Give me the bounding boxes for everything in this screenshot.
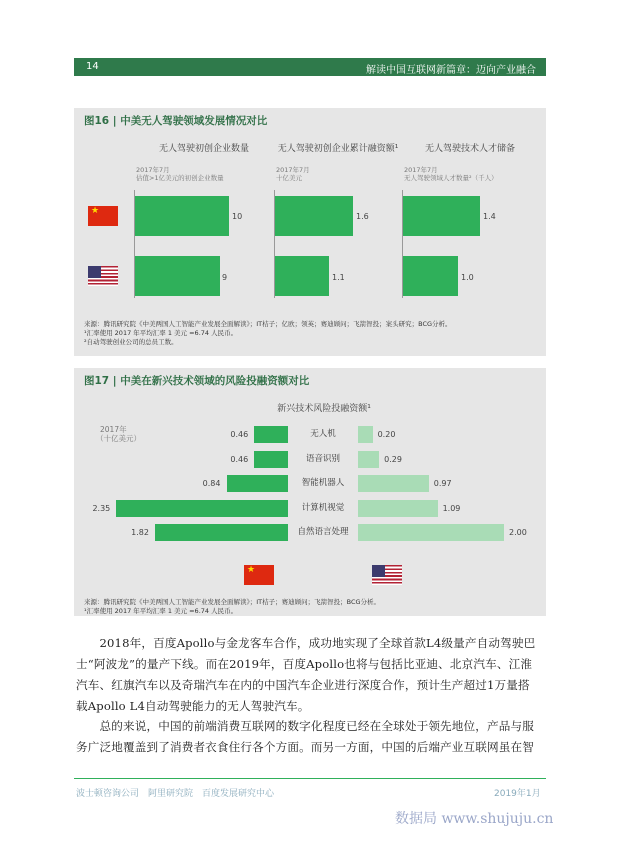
china-flag-icon: ★ — [244, 565, 274, 585]
fig16-col3-china-value: 1.4 — [483, 212, 496, 221]
footer-date: 2019年1月 — [494, 789, 541, 799]
page-header — [74, 58, 546, 76]
fig17-us-value: 0.29 — [384, 454, 402, 464]
body-paragraph-2 — [76, 716, 548, 758]
fig16-footnote-1: ¹汇率使用 2017 年平均汇率 1 美元 =6.74 人民币。 — [84, 329, 238, 337]
fig16-col1-heading: 无人驾驶初创企业数量 — [158, 144, 249, 154]
fig17-us-value: 2.00 — [509, 528, 527, 537]
fig16-col1-us-bar — [135, 256, 220, 296]
footer-organizations: 波士顿咨询公司 阿里研究院 百度发展研究中心 — [76, 789, 275, 799]
fig17-china-value: 0.84 — [202, 479, 221, 488]
text-line: 士“阿波龙”的量产下线。而在2019年，百度Apollo也将与包括比亚迪、北京汽车、江淮 — [76, 657, 533, 671]
fig17-category-label: 智能机器人 — [301, 478, 345, 488]
fig16-col1-note-1: 2017年7月 — [136, 166, 170, 174]
fig17-unit-line-2: （十亿美元） — [96, 434, 141, 443]
fig17-us-bar — [358, 451, 379, 468]
figure-17-title: 图17 | 中美在新兴技术领域的风险投融资额对比 — [84, 375, 310, 387]
fig17-china-value: 2.35 — [92, 503, 111, 513]
fig17-category-label: 自然语言处理 — [297, 527, 349, 537]
fig17-china-bar — [254, 426, 288, 443]
fig17-footnote-1: ¹汇率使用 2017 年平均汇率 1 美元 =6.74 人民币。 — [84, 607, 238, 615]
fig16-col3-note-2: 无人驾驶领域人才数量²（千人） — [404, 174, 498, 182]
fig17-subtitle: 新兴技术风险投融资额¹ — [277, 404, 371, 414]
fig17-china-value: 0.46 — [230, 454, 249, 464]
fig16-col1-us-value: 9 — [222, 273, 228, 282]
us-flag-icon — [372, 565, 402, 585]
china-flag-icon: ★ — [88, 206, 118, 226]
fig17-china-bar — [116, 500, 288, 517]
fig16-col2-us-bar — [275, 256, 329, 296]
fig16-col1-note-2: 估值>1亿美元的初创企业数量 — [136, 174, 224, 182]
us-flag-icon — [88, 266, 118, 286]
report-title: 解读中国互联网新篇章：迈向产业融合 — [366, 65, 536, 76]
text-line: 务广泛地覆盖到了消费者衣食住行各个方面。而另一方面，中国的后端产业互联网虽在智 — [76, 740, 535, 754]
fig16-col3-us-value: 1.0 — [461, 273, 474, 282]
fig17-us-value: 0.20 — [377, 430, 396, 439]
fig17-us-value: 1.09 — [442, 503, 461, 513]
fig16-col3-note-1: 2017年7月 — [404, 166, 438, 174]
fig16-col2-heading: 无人驾驶初创企业累计融资额¹ — [277, 144, 399, 154]
fig16-col2-us-value: 1.1 — [332, 273, 345, 282]
fig17-china-value: 0.46 — [230, 430, 249, 439]
fig16-col2-china-bar — [275, 196, 353, 236]
fig16-col1-china-value: 10 — [232, 212, 243, 221]
figure-16-panel — [74, 108, 546, 356]
page-number: 14 — [86, 61, 99, 72]
text-line: 总的来说，中国的前端消费互联网的数字化程度已经在全球处于领先地位，产品与服 — [76, 719, 535, 733]
fig17-source: 来源：腾讯研究院《中美两国人工智能产业发展全面解读》；IT桔子；赛迪顾问；飞箭智投；BCG分析。 — [84, 598, 381, 606]
fig16-col1-china-bar — [135, 196, 229, 236]
fig17-category-label: 语音识别 — [305, 453, 340, 464]
fig17-us-value: 0.97 — [433, 479, 452, 488]
text-line: 载Apollo L4自动驾驶能力的无人驾驶汽车。 — [76, 699, 310, 713]
fig17-china-bar — [227, 475, 288, 492]
fig16-col3-us-bar — [403, 256, 458, 296]
fig17-us-bar — [358, 500, 438, 517]
figure-16-title: 图16 | 中美无人驾驶领域发展情况对比 — [84, 115, 268, 127]
fig17-china-value: 1.82 — [131, 528, 149, 537]
figure-17-panel — [74, 368, 546, 616]
fig17-us-bar — [358, 426, 373, 443]
body-paragraph-1 — [76, 633, 548, 717]
text-line: 汽车、红旗汽车以及奇瑞汽车在内的中国汽车企业进行深度合作，预计生产超过1万量搭 — [76, 678, 530, 692]
fig17-china-bar — [254, 451, 288, 468]
fig17-china-bar — [155, 524, 288, 541]
fig16-footnote-2: ²自动驾驶创业公司的总员工数。 — [84, 338, 178, 346]
fig17-us-bar — [358, 475, 429, 492]
fig16-source: 来源：腾讯研究院《中美两国人工智能产业发展全面解读》；IT桔子；亿欧；领英；赛迪顾问；飞箭智投；案头研究；BCG分析。 — [84, 320, 452, 328]
footer-divider — [74, 778, 546, 779]
fig16-col3-china-bar — [403, 196, 480, 236]
fig16-col2-note-1: 2017年7月 — [276, 166, 310, 174]
fig17-unit-line-1: 2017年 — [100, 425, 127, 434]
fig17-category-label: 计算机视觉 — [301, 502, 345, 513]
fig16-col2-china-value: 1.6 — [356, 212, 369, 221]
fig16-col2-note-2: 十亿美元 — [276, 174, 302, 182]
fig17-category-label: 无人机 — [310, 429, 336, 439]
fig17-us-bar — [358, 524, 504, 541]
fig17-chart — [74, 368, 546, 616]
fig16-col3-heading: 无人驾驶技术人才储备 — [424, 144, 515, 154]
watermark: 数据局 www.shujuju.cn — [395, 811, 554, 827]
text-line: 2018年，百度Apollo与金龙客车合作，成功地实现了全球首款L4级量产自动驾驶巴 — [76, 636, 536, 650]
